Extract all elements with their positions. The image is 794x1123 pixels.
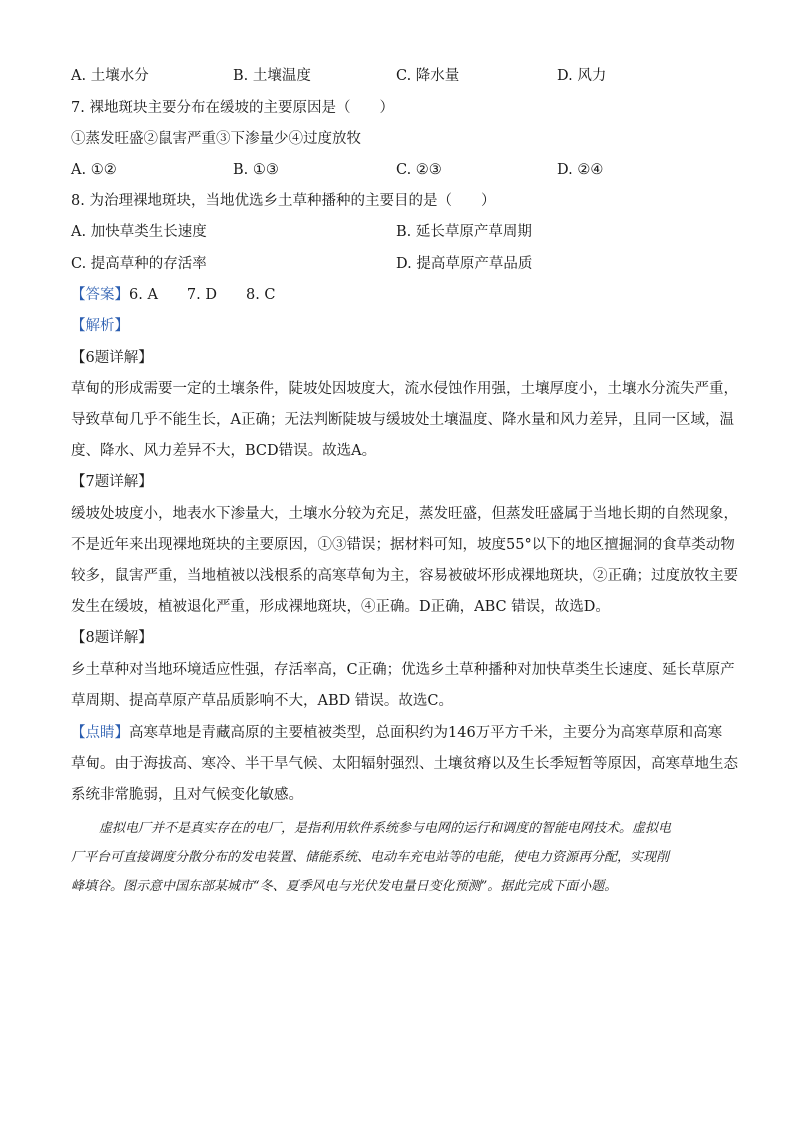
q8-stem: 8. 为治理裸地斑块，当地优选乡土草种播种的主要目的是（ ） xyxy=(71,193,496,209)
tips-line: 系统非常脆弱，且对气候变化敏感。 xyxy=(71,787,303,803)
material-paragraph xyxy=(71,814,727,901)
q7-choices-line: ①蒸发旺盛②鼠害严重③下渗量少④过度放牧 xyxy=(71,131,361,147)
detail7-line: 不是近年来出现裸地斑块的主要原因，①③错误；据材料可知，坡度55°以下的地区擅掘洞的食草类动物 xyxy=(71,537,735,553)
detail6-paragraph xyxy=(71,374,738,467)
detail7-line: 较多，鼠害严重，当地植被以浅根系的高寒草甸为主，容易被破坏形成裸地斑块，②正确；过度放牧主要 xyxy=(71,568,738,584)
detail7-title: 【7题详解】 xyxy=(71,474,153,490)
q8-option-b: B. 延长草原产草周期 xyxy=(396,224,532,240)
detail7-paragraph xyxy=(71,499,738,623)
detail7-line: 发生在缓坡，植被退化严重，形成裸地斑块，④正确。D正确，ABC 错误，故选D。 xyxy=(71,599,610,615)
tips-label: 【点睛】 xyxy=(71,725,129,741)
detail8-line: 草周期、提高草原产草品质影响不大，ABD 错误。故选C。 xyxy=(71,693,453,709)
answer-label: 【答案】 xyxy=(71,287,129,303)
q7-option-c: C. ②③ xyxy=(396,162,442,178)
detail6-line: 导致草甸几乎不能生长，A正确；无法判断陡坡与缓坡处土壤温度、降水量和风力差异，且同一区域，温 xyxy=(71,412,734,428)
material-line: 峰填谷。图示意中国东部某城市“冬、夏季风电与光伏发电量日变化预测”。据此完成下面小题。 xyxy=(71,879,618,894)
q7-option-d: D. ②④ xyxy=(557,162,604,178)
detail6-line: 草甸的形成需要一定的土壤条件，陡坡处因坡度大，流水侵蚀作用强，土壤厚度小，土壤水分流失严重， xyxy=(71,381,738,397)
material-line: 虚拟电厂并不是真实存在的电厂，是指利用软件系统参与电网的运行和调度的智能电网技术。虚拟电 xyxy=(99,821,672,836)
detail8-line: 乡土草种对当地环境适应性强，存活率高，C正确；优选乡土草种播种对加快草类生长速度、延长草原产 xyxy=(71,662,735,678)
detail8-title: 【8题详解】 xyxy=(71,630,153,646)
detail7-line: 缓坡处坡度小，地表水下渗量大，土壤水分较为充足，蒸发旺盛，但蒸发旺盛属于当地长期的自然现象， xyxy=(71,506,738,522)
detail6-line: 度、降水、风力差异不大，BCD错误。故选A。 xyxy=(71,443,377,459)
answer-values: 6. A 7. D 8. C xyxy=(129,287,276,303)
q6-option-d: D. 风力 xyxy=(557,68,607,84)
q8-option-a: A. 加快草类生长速度 xyxy=(71,224,207,240)
answer-line xyxy=(71,285,276,305)
q7-stem: 7. 裸地斑块主要分布在缓坡的主要原因是（ ） xyxy=(71,100,394,116)
q6-option-b: B. 土壤温度 xyxy=(233,68,311,84)
tips-paragraph xyxy=(71,718,738,811)
material-line: 厂平台可直接调度分散分布的发电装置、储能系统、电动车充电站等的电能，使电力资源再分配，实现削 xyxy=(71,850,670,865)
q8-option-c: C. 提高草种的存活率 xyxy=(71,256,207,272)
q7-option-b: B. ①③ xyxy=(233,162,279,178)
tips-line: 【点睛】高寒草地是青藏高原的主要植被类型，总面积约为146万平方千米，主要分为高寒草原和高寒 xyxy=(71,725,723,741)
detail6-title: 【6题详解】 xyxy=(71,350,153,366)
q6-option-a: A. 土壤水分 xyxy=(71,68,149,84)
detail8-paragraph xyxy=(71,655,735,717)
tips-line: 草甸。由于海拔高、寒冷、半干旱气候、太阳辐射强烈、土壤贫瘠以及生长季短暂等原因，高寒草地生态 xyxy=(71,756,738,772)
q7-option-a: A. ①② xyxy=(71,162,117,178)
analysis-label: 【解析】 xyxy=(71,318,129,334)
q6-option-c: C. 降水量 xyxy=(396,68,460,84)
q8-option-d: D. 提高草原产草品质 xyxy=(396,256,533,272)
